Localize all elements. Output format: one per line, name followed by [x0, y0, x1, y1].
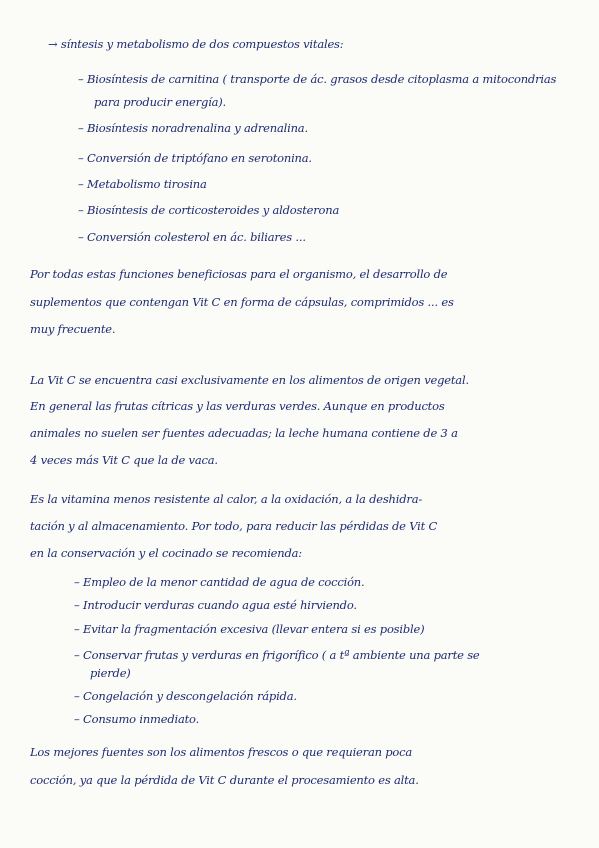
paragraph-line: suplementos que contengan Vit C en forma de cápsulas, comprimidos ... es — [30, 295, 454, 309]
paragraph-line: muy frecuente. — [30, 322, 116, 336]
paragraph-line: animales no suelen ser fuentes adecuadas; la leche humana contiene de 3 a — [30, 426, 458, 440]
list-item-continuation: para producir energía). — [94, 95, 227, 109]
list-item: – Conversión de triptófano en serotonina. — [78, 150, 312, 166]
paragraph-line: cocción, ya que la pérdida de Vit C durante el procesamiento es alta. — [30, 773, 419, 787]
paragraph-line: La Vit C se encuentra casi exclusivamente en los alimentos de origen vegetal. — [30, 373, 469, 387]
list-item: – Consumo inmediato. — [74, 711, 199, 727]
list-item: – Conversión colesterol en ác. biliares ... — [78, 229, 306, 245]
list-item: – Biosíntesis de corticosteroides y aldosterona — [78, 202, 339, 218]
paragraph-line: tación y al almacenamiento. Por todo, para reducir las pérdidas de Vit C — [30, 519, 438, 533]
list-item: – Conservar frutas y verduras en frigorífico ( a tª ambiente una parte se — [74, 647, 480, 663]
paragraph-line: 4 veces más Vit C que la de vaca. — [30, 453, 218, 467]
list-item: – Evitar la fragmentación excesiva (llevar entera si es posible) — [74, 621, 424, 637]
list-item: – Biosíntesis de carnitina ( transporte de ác. grasos desde citoplasma a mitocondrias — [78, 71, 556, 87]
section-heading: → síntesis y metabolismo de dos compuestos vitales: — [48, 37, 344, 51]
list-item-continuation: pierde) — [90, 666, 131, 680]
paragraph-line: Es la vitamina menos resistente al calor, a la oxidación, a la deshidra- — [30, 492, 423, 506]
paragraph-line: En general las frutas cítricas y las verduras verdes. Aunque en productos — [30, 399, 445, 413]
list-item: – Metabolismo tirosina — [78, 176, 207, 192]
paragraph-line: Los mejores fuentes son los alimentos frescos o que requieran poca — [30, 745, 413, 759]
list-item: – Biosíntesis noradrenalina y adrenalina. — [78, 120, 308, 136]
paragraph-line: Por todas estas funciones beneficiosas para el organismo, el desarrollo de — [30, 267, 448, 281]
list-item: – Introducir verduras cuando agua esté hirviendo. — [74, 597, 357, 613]
paragraph-line: en la conservación y el cocinado se recomienda: — [30, 546, 302, 560]
list-item: – Empleo de la menor cantidad de agua de cocción. — [74, 574, 364, 590]
list-item: – Congelación y descongelación rápida. — [74, 688, 297, 704]
